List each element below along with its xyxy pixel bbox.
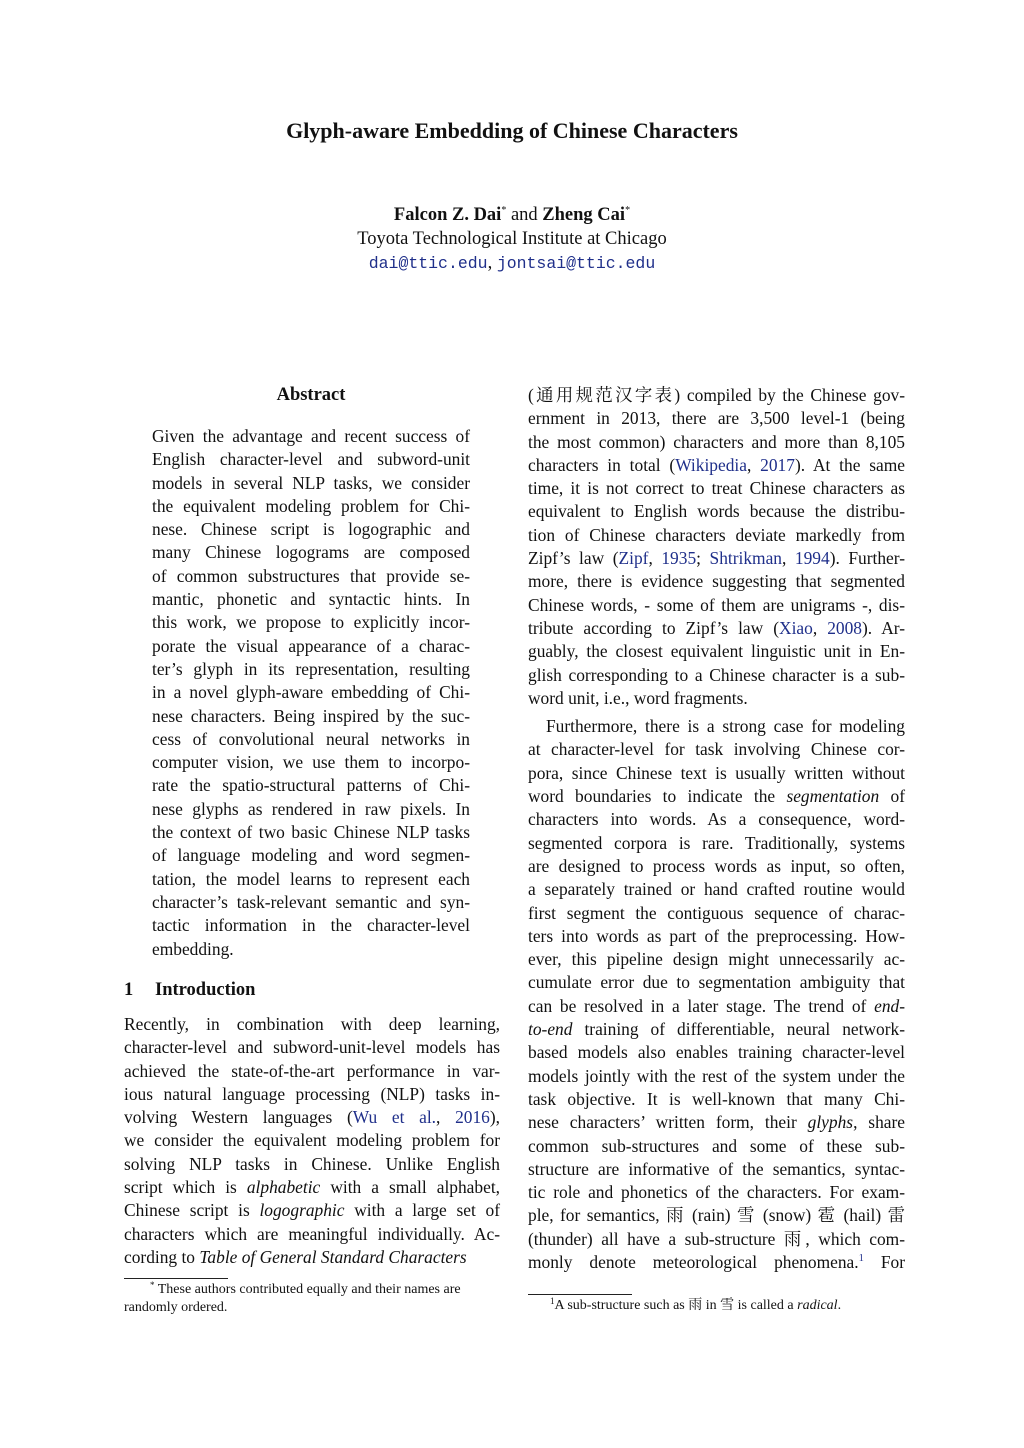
text-run: rate the spatio-structural patterns of Chi- — [152, 775, 470, 796]
text-run: , — [648, 548, 662, 569]
text-line — [152, 868, 470, 891]
footnote-rule — [528, 1294, 632, 1295]
footnote-rule — [124, 1278, 228, 1279]
text-line — [528, 971, 905, 994]
section-title: Introduction — [155, 980, 256, 1000]
author-name: Zheng Cai — [542, 205, 626, 225]
text-line — [528, 570, 905, 593]
email-link[interactable]: dai@ttic.edu — [368, 254, 488, 273]
text-run: ; — [696, 548, 710, 569]
text-line — [124, 1013, 500, 1036]
text-line — [528, 454, 905, 477]
text-run: in a novel glyph-aware embedding of Chi- — [152, 682, 470, 703]
text-run: , share — [853, 1112, 906, 1133]
text-line — [152, 681, 470, 704]
citation-link[interactable]: 2016 — [455, 1107, 490, 1128]
author-name: Falcon Z. Dai — [393, 205, 502, 225]
text-run: ). Further- — [829, 548, 906, 569]
text-run: character’s task-relevant semantic and syn- — [152, 891, 470, 912]
abstract-body — [152, 425, 470, 961]
text-run: tribute according to Zipf’s law ( — [528, 617, 780, 638]
text-run: word boundaries to indicate the — [528, 786, 787, 807]
text-run: embedding. — [152, 938, 234, 959]
text-line — [528, 1181, 905, 1204]
citation-link[interactable]: 2008 — [827, 617, 862, 638]
footnote-line: randomly ordered. — [124, 1300, 228, 1315]
text-line — [528, 1158, 905, 1181]
text-line — [152, 448, 470, 471]
citation-link[interactable]: Xiao — [779, 617, 813, 638]
text-run: common sub-structures and some of these sub- — [528, 1135, 905, 1156]
text-line — [528, 594, 905, 617]
text-line — [152, 425, 470, 448]
citation-link[interactable]: Shtrikman — [709, 548, 782, 569]
affiliation: Toyota Technological Institute at Chicago — [357, 229, 667, 249]
emphasis-text: alphabetic — [246, 1177, 321, 1198]
text-run: (thunder) all have a sub-structure 雨, which com- — [528, 1228, 905, 1249]
intro-left-column — [124, 1013, 500, 1269]
text-run: equivalent to English words because the distribu- — [528, 501, 905, 522]
text-run: training of differentiable, neural network- — [572, 1019, 905, 1040]
text-run: tic role and phonetics of the characters. For exam- — [528, 1182, 905, 1203]
footnote-text: . — [837, 1298, 842, 1313]
text-run: segmented corpora is rare. Traditionally, systems — [528, 832, 905, 853]
text-run: with a large set of — [344, 1200, 500, 1221]
author-block — [0, 203, 1024, 276]
text-run: glish corresponding to a Chinese character is a sub- — [528, 664, 905, 685]
footnote-text: These authors contributed equally and their names are — [157, 1282, 461, 1297]
footnote-marker: * — [150, 1280, 155, 1290]
text-run: character-level and subword-unit-level models has — [124, 1037, 500, 1058]
text-line — [152, 798, 470, 821]
text-line — [528, 878, 905, 901]
footnote-emphasis: radical — [797, 1298, 838, 1313]
email-link[interactable]: jontsai@ttic.edu — [496, 254, 656, 273]
text-line — [528, 1111, 905, 1134]
text-run: time, it is not correct to treat Chinese characters as — [528, 478, 905, 499]
text-run: tion of Chinese characters deviate markedly from — [528, 524, 905, 545]
text-run: , — [436, 1107, 456, 1128]
text-line — [528, 384, 905, 407]
text-run: , — [782, 548, 795, 569]
text-run: first segment the contiguous sequence of charac- — [528, 902, 905, 923]
text-run: a separately trained or hand crafted routine would — [528, 879, 905, 900]
text-line — [528, 1251, 905, 1274]
text-line — [528, 431, 905, 454]
text-line — [152, 938, 470, 961]
text-line — [528, 524, 905, 547]
text-run: this work, we propose to explicitly incor- — [152, 612, 470, 633]
text-run: with a small alphabet, — [320, 1177, 500, 1198]
footnote-right — [550, 1297, 905, 1315]
text-line — [528, 664, 905, 687]
text-line — [528, 687, 905, 710]
text-run: Chinese words, - some of them are unigrams -, dis- — [528, 594, 905, 615]
text-run: cess of convolutional neural networks in — [152, 728, 470, 749]
text-line — [528, 1018, 905, 1041]
equal-contribution-marker: * — [625, 205, 631, 216]
section-number: 1 — [124, 980, 134, 1000]
email-separator: , — [487, 253, 493, 273]
paragraph — [528, 715, 905, 1274]
text-run: cumulate error due to segmentation ambiguity that — [528, 972, 905, 993]
text-run: ter’s glyph in its representation, resulting — [152, 658, 470, 679]
text-line — [124, 1246, 500, 1269]
text-run: of — [879, 786, 905, 807]
author-line — [0, 203, 1024, 227]
text-run: can be resolved in a later stage. The trend of — [528, 995, 875, 1016]
text-run: script which is — [124, 1177, 247, 1198]
text-line — [124, 1153, 500, 1176]
text-line — [152, 821, 470, 844]
text-line — [152, 844, 470, 867]
text-run: ple, for semantics, 雨 (rain) 雪 (snow) 雹 (hail) 雷 — [528, 1205, 905, 1226]
text-run: characters which are meaningful individually. Ac- — [124, 1223, 500, 1244]
text-run: structure are informative of the semantics, syntac- — [528, 1158, 905, 1179]
author-conjunction: and — [510, 205, 538, 225]
text-run: of common substructures that provide se- — [152, 565, 470, 586]
text-line — [528, 407, 905, 430]
text-line — [152, 588, 470, 611]
text-run: ). Ar- — [861, 617, 905, 638]
text-line — [528, 832, 905, 855]
text-run: monly denote meteorological phenomena. — [528, 1251, 859, 1272]
text-run: mantic, phonetic and syntactic hints. In — [152, 589, 470, 610]
section-heading — [124, 977, 255, 1003]
text-line — [528, 948, 905, 971]
text-run: we consider the equivalent modeling problem for — [124, 1130, 500, 1151]
footnote-line — [124, 1281, 500, 1299]
text-run: (通用规范汉字表) compiled by the Chinese gov- — [528, 385, 905, 405]
text-line — [124, 1129, 500, 1152]
text-run: task objective. It is well-known that many Chi- — [528, 1088, 905, 1109]
text-line — [528, 1041, 905, 1064]
text-run: the most common) characters and more than 8,105 — [528, 431, 905, 452]
footnote-marker: 1 — [550, 1296, 555, 1306]
text-line — [528, 995, 905, 1018]
text-run: more, there is evidence suggesting that segmented — [528, 571, 905, 592]
text-line — [152, 495, 470, 518]
text-run: cording to — [124, 1246, 200, 1267]
text-run: Chinese script is — [124, 1200, 260, 1221]
text-run: nese characters. Being inspired by the suc- — [152, 705, 470, 726]
text-line — [528, 477, 905, 500]
text-run: , — [812, 617, 828, 638]
text-run: nese glyphs as rendered in raw pixels. In — [152, 798, 470, 819]
text-line — [152, 728, 470, 751]
text-line — [124, 1106, 500, 1129]
text-run: English character-level and subword-unit — [152, 449, 470, 470]
text-line — [152, 518, 470, 541]
text-line — [152, 611, 470, 634]
text-line — [528, 715, 905, 738]
text-run: Recently, in combination with deep learning, — [124, 1014, 500, 1034]
citation-link[interactable]: Zipf — [618, 548, 649, 569]
text-line — [152, 914, 470, 937]
text-line — [528, 617, 905, 640]
equal-contribution-marker: * — [501, 205, 507, 216]
text-run: ernment in 2013, there are 3,500 level-1 (being — [528, 408, 905, 429]
citation-link[interactable]: Wikipedia — [675, 454, 747, 475]
text-line — [124, 1060, 500, 1083]
text-line — [152, 774, 470, 797]
footnote-left — [124, 1281, 500, 1317]
text-run: guably, the closest equivalent linguistic unit in En- — [528, 641, 905, 662]
text-line — [528, 855, 905, 878]
email-line — [0, 251, 1024, 276]
text-run: based models also enables training character-level — [528, 1042, 905, 1063]
text-run: ), — [489, 1107, 500, 1128]
footnote-text: A sub-structure such as 雨 in 雪 is called a — [554, 1298, 798, 1313]
text-run: word unit, i.e., word fragments. — [528, 687, 748, 708]
citation-link[interactable]: 1935 — [661, 548, 697, 569]
text-line — [124, 1036, 500, 1059]
text-line — [124, 1083, 500, 1106]
text-run: the context of two basic Chinese NLP tasks — [152, 822, 470, 843]
emphasis-text: glyphs — [807, 1112, 854, 1133]
text-run: porate the visual appearance of a charac- — [152, 635, 470, 656]
text-run: Furthermore, there is a strong case for modeling — [546, 716, 905, 737]
emphasis-text: Table of General Standard Characters — [199, 1246, 467, 1267]
text-run: ters into words as part of the preprocessing. How- — [528, 925, 905, 946]
text-run: Zipf’s law ( — [528, 548, 619, 569]
text-line — [152, 751, 470, 774]
text-run: of language modeling and word segmen- — [152, 845, 470, 866]
text-run: , — [746, 454, 761, 475]
text-line — [528, 925, 905, 948]
text-run: models jointly with the rest of the system under the — [528, 1065, 905, 1086]
paper-title: Glyph-aware Embedding of Chinese Characters — [286, 118, 738, 143]
text-run: the equivalent modeling problem for Chi- — [152, 495, 470, 516]
text-run: characters into words. As a consequence, word- — [528, 809, 905, 830]
emphasis-text: logographic — [259, 1200, 345, 1221]
text-line — [152, 635, 470, 658]
citation-link[interactable]: Wu et al. — [352, 1107, 437, 1128]
text-line — [528, 762, 905, 785]
text-line — [528, 1088, 905, 1111]
text-run: characters in total ( — [528, 454, 676, 475]
text-run: at character-level for task involving Chinese cor- — [528, 739, 905, 760]
emphasis-text: to-end — [528, 1019, 573, 1040]
text-line — [528, 1228, 905, 1251]
text-run: computer vision, we use them to incorpo- — [152, 752, 470, 773]
abstract-heading: Abstract — [276, 385, 346, 405]
text-line — [528, 738, 905, 761]
text-run: pora, since Chinese text is usually written without — [528, 762, 905, 783]
text-line — [152, 658, 470, 681]
text-run: ). At the same — [794, 454, 905, 475]
text-run: achieved the state-of-the-art performance in var- — [124, 1060, 500, 1081]
text-line — [528, 640, 905, 663]
citation-link[interactable]: 1994 — [794, 548, 830, 569]
text-line — [152, 541, 470, 564]
emphasis-text: end- — [874, 995, 905, 1016]
emphasis-text: segmentation — [786, 786, 880, 807]
text-run: many Chinese logograms are composed — [152, 542, 470, 563]
text-line — [124, 1176, 500, 1199]
text-line — [152, 705, 470, 728]
text-line — [528, 547, 905, 570]
text-line — [528, 1135, 905, 1158]
text-run: nese. Chinese script is logographic and — [152, 519, 470, 540]
paragraph — [528, 384, 905, 710]
text-run: nese characters’ written form, their — [528, 1112, 808, 1133]
text-line — [528, 808, 905, 831]
text-run: ious natural language processing (NLP) tasks in- — [124, 1083, 500, 1104]
text-line — [152, 891, 470, 914]
text-run: volving Western languages ( — [124, 1107, 353, 1128]
text-line — [124, 1223, 500, 1246]
text-line — [528, 785, 905, 808]
citation-link[interactable]: 2017 — [760, 454, 795, 475]
text-run: Given the advantage and recent success of — [152, 426, 470, 446]
text-run: models in several NLP tasks, we consider — [152, 472, 470, 493]
text-line — [528, 1065, 905, 1088]
text-run: solving NLP tasks in Chinese. Unlike English — [124, 1153, 500, 1174]
text-run: tation, the model learns to represent each — [152, 868, 470, 889]
right-column — [528, 384, 905, 1274]
text-line — [124, 1199, 500, 1222]
text-run: tactic information in the character-level — [152, 915, 470, 936]
text-run: For — [863, 1251, 905, 1272]
text-line — [528, 902, 905, 925]
text-line — [528, 500, 905, 523]
text-run: ever, this pipeline design might unnecessarily ac- — [528, 949, 905, 970]
text-run: are designed to process words as input, so often, — [528, 855, 905, 876]
footnote-reference[interactable]: 1 — [858, 1252, 864, 1264]
text-line — [152, 472, 470, 495]
text-line — [152, 565, 470, 588]
text-line — [528, 1204, 905, 1227]
